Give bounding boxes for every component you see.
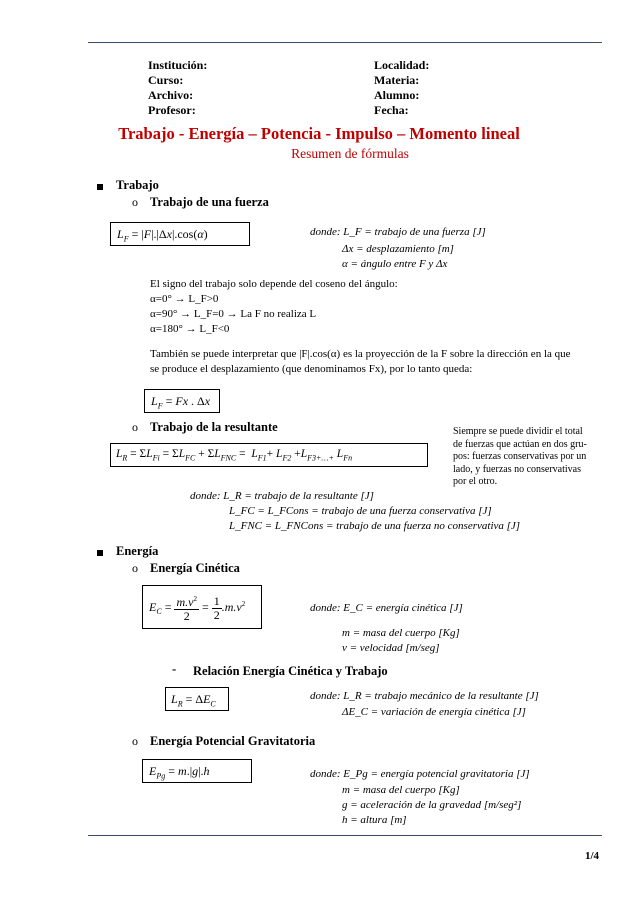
dash-icon: - xyxy=(172,662,177,676)
formula-fx: $L_F = Fx$ . Δx xyxy=(151,394,211,411)
subsection-trabajo-fuerza: Trabajo de una fuerza xyxy=(150,195,269,209)
formula-epg: $E_{Pg} = m.|g|.h$ xyxy=(149,764,210,781)
def-dec: ΔE_C = variación de energía cinética [J] xyxy=(342,706,526,718)
def-dx: Δx = desplazamiento [m] xyxy=(342,243,454,255)
header-materia: Materia: xyxy=(374,73,420,87)
def-m2: m = masa del cuerpo [Kg] xyxy=(342,784,460,796)
def-h: h = altura [m] xyxy=(342,814,407,826)
subsection-energia-potencial: Energía Potencial Gravitatoria xyxy=(150,734,316,748)
fraction-mv2: $\frac{m.v^2}{2}$ xyxy=(176,595,197,623)
header-left xyxy=(148,58,207,118)
page-subtitle: Resumen de fórmulas xyxy=(291,146,409,161)
formula-rel: $L_R = \Delta E_C$ xyxy=(171,692,216,709)
formula-box-epg xyxy=(142,759,252,783)
fraction-half: $\frac{1}{2}$ xyxy=(213,593,220,622)
note-line: Siempre se puede dividir el total xyxy=(453,426,583,437)
formula-box-rel xyxy=(165,687,229,711)
formula-box-lr xyxy=(110,443,428,467)
note-line: por el otro. xyxy=(453,476,498,487)
def-lf: donde: L_F = trabajo de una fuerza [J] xyxy=(310,226,486,238)
page-title: Trabajo - Energía – Potencia - Impulso – Momento lineal xyxy=(118,124,520,143)
def-lfc: L_FC = L_FCons = trabajo de una fuerza conservativa [J] xyxy=(229,505,492,517)
note-fuerzas xyxy=(453,426,587,489)
bottom-rule xyxy=(88,835,602,836)
note-line: lado, y fuerzas no conservativas xyxy=(453,463,582,475)
def-ec: donde: E_C = energía cinética [J] xyxy=(310,602,463,614)
header-localidad: Localidad: xyxy=(374,58,430,72)
bullet-circle-icon: o xyxy=(132,195,138,209)
interp-line-1: También se puede interpretar que |F|.cos(α) es la proyección de la F sobre la dirección en la que xyxy=(150,348,571,360)
header-alumno: Alumno: xyxy=(374,88,420,102)
section-trabajo: Trabajo xyxy=(116,178,159,192)
subsection-energia-cinetica: Energía Cinética xyxy=(150,561,240,575)
def-m: m = masa del cuerpo [Kg] xyxy=(342,627,460,639)
bullet-circle-icon: o xyxy=(132,734,138,748)
formula-box-fx xyxy=(144,389,220,413)
header-institucion: Institución: xyxy=(148,58,208,72)
note-line: de fuerzas que actúan en dos gru- xyxy=(453,438,587,450)
bullet-circle-icon: o xyxy=(132,561,138,575)
header-archivo: Archivo: xyxy=(148,88,194,102)
note-line: pos: fuerzas conservativas por un xyxy=(453,451,587,462)
def-alpha: α = ángulo entre F y Δx xyxy=(342,258,448,270)
interp-line-2: se produce el desplazamiento (que denominamos Fx), por lo tanto queda: xyxy=(150,363,473,375)
formula-lf: $L_F = |F|.|\Delta x|.\cos(\alpha)$ xyxy=(117,227,208,244)
def-lfnc: L_FNC = L_FNCons = trabajo de una fuerza no conservativa [J] xyxy=(229,520,521,532)
formula-box-lf xyxy=(110,222,250,246)
def-g: g = aceleración de la gravedad [m/seg²] xyxy=(342,799,522,811)
def-epg: donde: E_Pg = energía potencial gravitatoria [J] xyxy=(310,768,530,780)
formula-lr: $L_R = \Sigma L_{Fi} = \Sigma L_{FC} + \Sigma L_{FNC} = L_{F1}+ L_{F2} +L_{F3+\dots+}$ $L_{Fn}$ xyxy=(116,448,353,463)
header-right xyxy=(374,58,429,118)
top-rule xyxy=(88,42,602,43)
def-lr: donde: L_R = trabajo de la resultante [J] xyxy=(190,490,374,502)
sign-intro: El signo del trabajo solo depende del coseno del ángulo: xyxy=(150,278,398,290)
def-lr-mec: donde: L_R = trabajo mecánico de la resultante [J] xyxy=(310,690,539,702)
subsection-trabajo-resultante: Trabajo de la resultante xyxy=(150,420,278,434)
sign-line-0: α=0° → L_F>0 xyxy=(150,293,219,305)
section-energia: Energía xyxy=(116,544,159,558)
subsection-relacion: Relación Energía Cinética y Trabajo xyxy=(193,664,388,678)
sign-line-90: α=90° → L_F=0 → La F no realiza L xyxy=(150,308,317,320)
bullet-circle-icon: o xyxy=(132,420,138,434)
def-v: v = velocidad [m/seg] xyxy=(342,642,440,654)
bullet-square-icon xyxy=(97,184,103,190)
header-profesor: Profesor: xyxy=(148,103,196,117)
sign-line-180: α=180° → L_F<0 xyxy=(150,323,230,335)
header-fecha: Fecha: xyxy=(374,103,409,117)
header-curso: Curso: xyxy=(148,73,184,87)
page-number: 1/4 xyxy=(585,850,600,862)
formula-ec: $E_C$ = $\frac{m.v^2}{2}$ = $\frac{1}{2}$ $.m.v^2$ xyxy=(149,593,246,623)
formula-box-ec xyxy=(142,585,262,629)
bullet-square-icon xyxy=(97,550,103,556)
